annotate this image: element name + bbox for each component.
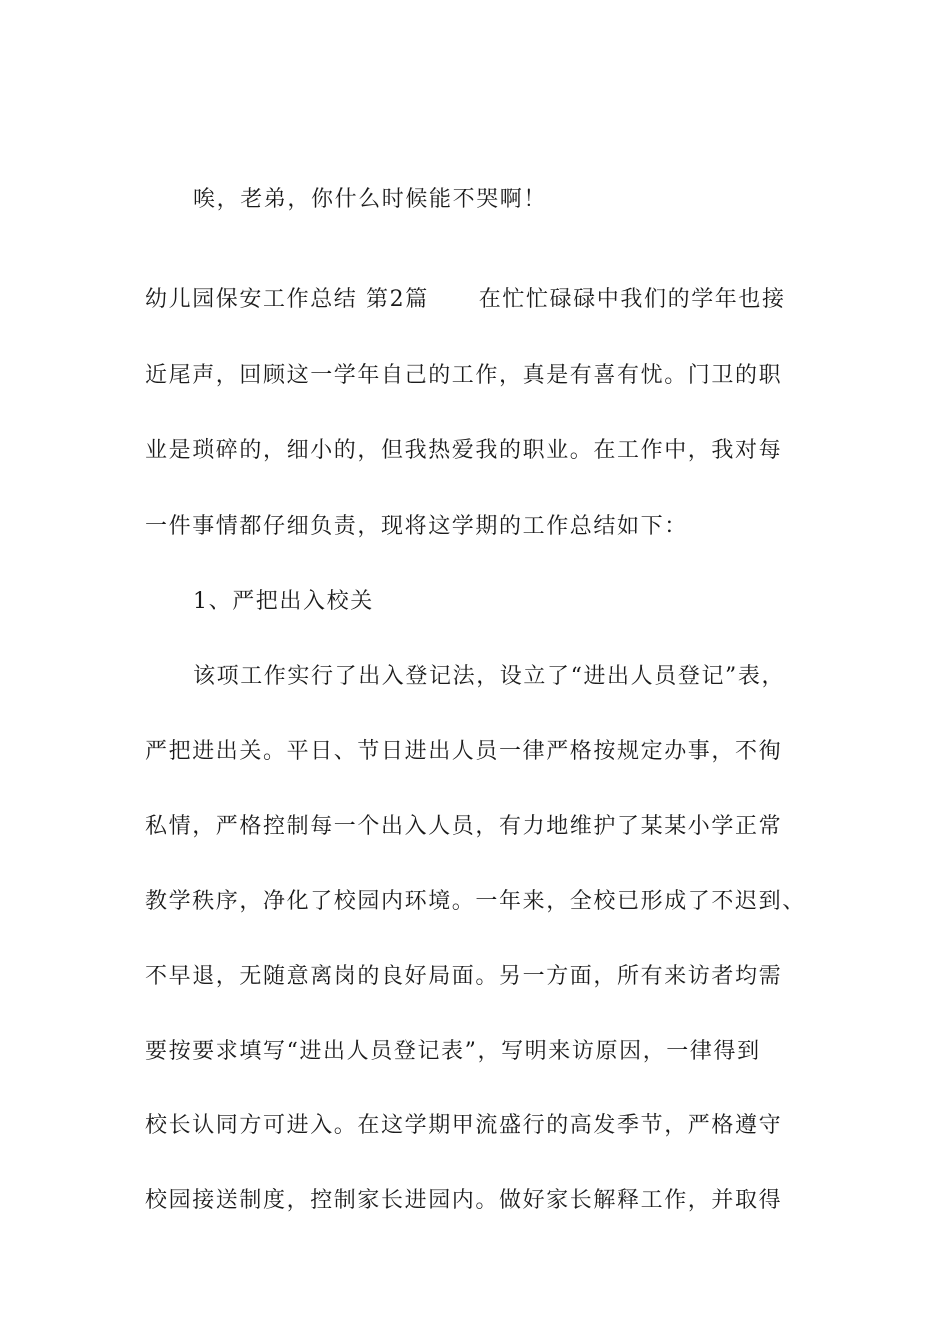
paragraph-line-11: 不早退，无随意离岗的良好局面。另一方面，所有来访者均需 (145, 964, 783, 989)
paragraph-line-2: 在忙忙碌碌中我们的学年也接 (478, 287, 786, 312)
paragraph-line-7: 该项工作实行了出入登记法，设立了“进出人员登记”表， (193, 664, 786, 689)
paragraph-line-10: 教学秩序，净化了校园内环境。一年来，全校已形成了不迟到、 (145, 889, 806, 914)
paragraph-line-4: 业是琐碎的，细小的，但我热爱我的职业。在工作中，我对每 (145, 438, 783, 463)
paragraph-line-12: 要按要求填写“进出人员登记表”，写明来访原因，一律得到 (145, 1039, 761, 1064)
paragraph-line-9: 私情，严格控制每一个出入人员，有力地维护了某某小学正常 (145, 814, 783, 839)
paragraph-line-8: 严把进出关。平日、节日进出人员一律严格按规定办事，不徇 (145, 739, 783, 764)
paragraph-line-5: 一件事情都仔细负责，现将这学期的工作总结如下： (145, 514, 688, 539)
paragraph-line-1: 唉，老弟，你什么时候能不哭啊！ (193, 187, 548, 212)
section-title: 幼儿园保安工作总结 第2篇 (145, 287, 429, 312)
section-heading: 1、严把出入校关 (193, 589, 374, 614)
paragraph-line-14: 校园接送制度，控制家长进园内。做好家长解释工作，并取得 (145, 1188, 783, 1213)
title-line (145, 285, 786, 315)
paragraph-line-13: 校长认同方可进入。在这学期甲流盛行的高发季节，严格遵守 (145, 1113, 783, 1138)
paragraph-line-3: 近尾声，回顾这一学年自己的工作，真是有喜有忧。门卫的职 (145, 363, 783, 388)
